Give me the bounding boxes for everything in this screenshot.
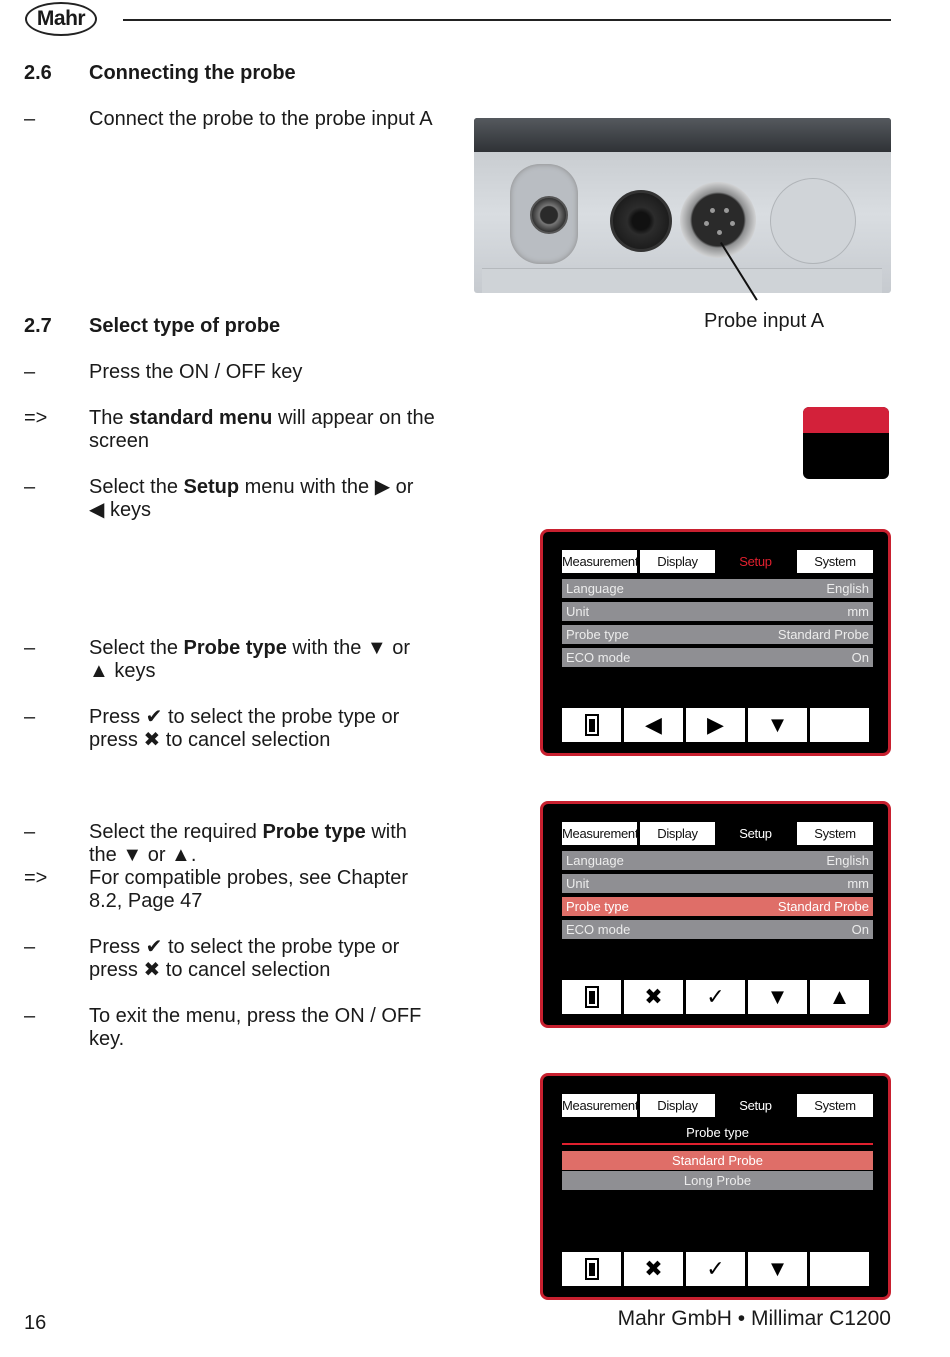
down-button[interactable]	[748, 980, 807, 1014]
step-marker: –	[24, 361, 36, 383]
tab-measurement[interactable]: Measurement	[562, 822, 637, 845]
device-screen-probe-selected	[540, 801, 891, 1028]
right-button[interactable]	[686, 708, 745, 742]
exit-door-icon	[585, 1258, 599, 1280]
mahr-logo: Mahr	[25, 2, 97, 36]
setting-row-language[interactable]: Language English	[562, 579, 873, 598]
step-marker: –	[24, 476, 36, 498]
tab-measurement[interactable]: Measurement	[562, 1094, 637, 1117]
down-button[interactable]	[748, 1252, 807, 1286]
tab-setup[interactable]: Setup	[718, 550, 793, 573]
tab-system[interactable]: System	[797, 550, 873, 573]
tab-setup[interactable]: Setup	[718, 822, 793, 845]
arrow-down-icon: ▼	[766, 984, 789, 1009]
exit-button[interactable]	[562, 708, 621, 742]
setting-row-eco-mode[interactable]: ECO mode On	[562, 920, 873, 939]
empty-button[interactable]	[810, 1252, 869, 1286]
tab-system[interactable]: System	[797, 1094, 873, 1117]
step-marker: –	[24, 936, 36, 958]
exit-button[interactable]	[562, 1252, 621, 1286]
checkmark-icon: ✓	[706, 1256, 725, 1281]
step-marker: –	[24, 706, 36, 728]
cross-icon: ✖	[644, 984, 663, 1009]
step-select-probe-type: Select the Probe type with the ▼ or ▲ keys	[89, 637, 411, 682]
device-screen-probe-type-list	[540, 1073, 891, 1300]
option-long-probe[interactable]: Long Probe	[562, 1171, 873, 1190]
section-number-2-6: 2.6	[24, 62, 52, 84]
m8-connector	[530, 196, 568, 234]
setting-row-language[interactable]: Language English	[562, 851, 873, 870]
step-press-on-off: Press the ON / OFF key	[89, 361, 303, 383]
power-key-indicator	[803, 407, 889, 479]
section-title-connecting: Connecting the probe	[89, 62, 296, 84]
cancel-button[interactable]	[624, 1252, 683, 1286]
setting-row-unit[interactable]: Unit mm	[562, 874, 873, 893]
power-jack	[610, 190, 672, 252]
step-select-setup: Select the Setup menu with the ▶ or ◀ keys	[89, 476, 414, 521]
step-select-required-probe: Select the required Probe type with the ▼ or ▲.	[89, 821, 407, 866]
arrow-down-icon: ▼	[766, 1256, 789, 1281]
tab-display[interactable]: Display	[640, 822, 715, 845]
page-number: 16	[24, 1312, 47, 1334]
probe-input-a-caption: Probe input A	[704, 310, 825, 332]
device-screen-setup-menu	[540, 529, 891, 756]
tab-display[interactable]: Display	[640, 1094, 715, 1117]
step-marker: –	[24, 108, 36, 130]
step-marker: –	[24, 1005, 36, 1027]
result-marker: =>	[24, 407, 48, 429]
cross-icon: ✖	[644, 1256, 663, 1281]
tab-measurement[interactable]: Measurement	[562, 550, 637, 573]
result-marker: =>	[24, 867, 48, 889]
step-connect-probe: Connect the probe to the probe input A	[89, 108, 433, 130]
section-number-2-7: 2.7	[24, 315, 52, 337]
tab-setup[interactable]: Setup	[718, 1094, 793, 1117]
cancel-button[interactable]	[624, 980, 683, 1014]
probe-input-b-cap	[770, 178, 856, 264]
step-marker: –	[24, 821, 36, 843]
arrow-up-icon: ▲	[828, 984, 851, 1009]
step-standard-menu: The standard menu will appear on the screen	[89, 407, 435, 452]
empty-button[interactable]	[810, 708, 869, 742]
checkmark-icon: ✓	[706, 984, 725, 1009]
setting-row-probe-type-selected[interactable]: Probe type Standard Probe	[562, 897, 873, 916]
step-marker: –	[24, 637, 36, 659]
up-button[interactable]	[810, 980, 869, 1014]
step-confirm-or-cancel: Press ✔ to select the probe type or press ✖ to cancel selection	[89, 706, 400, 751]
probe-input-a-socket	[680, 182, 756, 258]
left-button[interactable]	[624, 708, 683, 742]
connector-photo	[474, 118, 891, 293]
arrow-left-icon: ◀	[645, 712, 662, 737]
tab-display[interactable]: Display	[640, 550, 715, 573]
section-title-select-type: Select type of probe	[89, 315, 281, 337]
footer-brand: Mahr GmbH • Millimar C1200	[617, 1307, 891, 1330]
option-standard-probe[interactable]: Standard Probe	[562, 1151, 873, 1170]
setting-row-eco-mode[interactable]: ECO mode On	[562, 648, 873, 667]
setting-row-unit[interactable]: Unit mm	[562, 602, 873, 621]
exit-door-icon	[585, 986, 599, 1008]
step-confirm-or-cancel-2: Press ✔ to select the probe type or press ✖ to cancel selection	[89, 936, 400, 981]
heading-separator	[562, 1143, 873, 1145]
confirm-button[interactable]	[686, 980, 745, 1014]
down-button[interactable]	[748, 708, 807, 742]
setting-row-probe-type[interactable]: Probe type Standard Probe	[562, 625, 873, 644]
exit-button[interactable]	[562, 980, 621, 1014]
arrow-right-icon: ▶	[707, 712, 724, 737]
exit-door-icon	[585, 714, 599, 736]
step-compatible-probes: For compatible probes, see Chapter 8.2, Page 47	[89, 867, 409, 912]
header-rule	[123, 19, 891, 21]
tab-system[interactable]: System	[797, 822, 873, 845]
step-exit-menu: To exit the menu, press the ON / OFF key.	[89, 1005, 422, 1050]
arrow-down-icon: ▼	[766, 712, 789, 737]
probe-type-heading: Probe type	[686, 1125, 749, 1140]
confirm-button[interactable]	[686, 1252, 745, 1286]
